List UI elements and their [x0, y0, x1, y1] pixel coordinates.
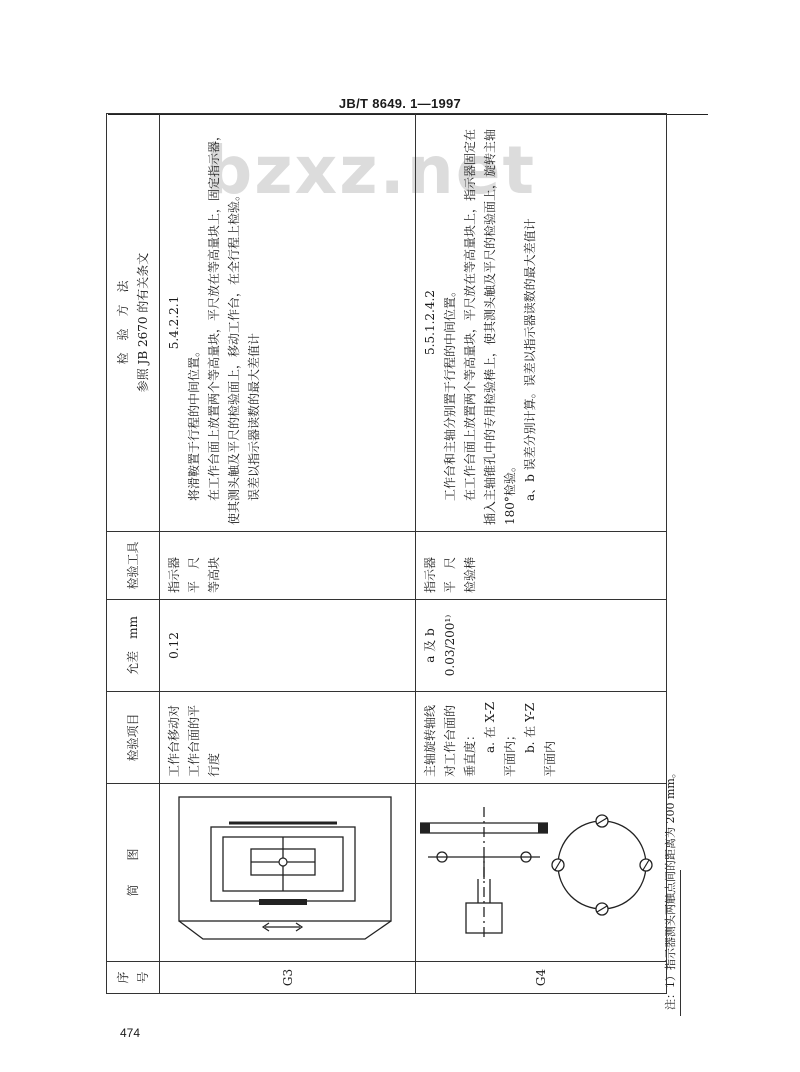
- standard-number: JB/T 8649. 1—1997: [338, 96, 462, 111]
- row-item: [416, 692, 667, 784]
- table-header-row: [107, 114, 160, 994]
- footnote: 注：1）指示器测头两触点间的距离为 200 mm。: [664, 767, 677, 1010]
- tool: 平 尺: [187, 556, 201, 593]
- header-seq: 序号: [107, 962, 160, 994]
- spec-table-rotated: [106, 114, 662, 994]
- method-line: 误差以指示器读数的最大差值计: [247, 332, 261, 501]
- method-line: a、b 误差分别计算。误差以指示器读数的最大差值计: [523, 218, 537, 501]
- diagram-g4: [418, 788, 658, 958]
- table-row-g4: [416, 114, 667, 994]
- header-item: 检验项目: [107, 692, 160, 784]
- method-clause: 5.4.2.2.1: [167, 295, 181, 350]
- row-tools: [416, 532, 667, 600]
- watermark: bzxz.net: [205, 132, 537, 209]
- header-method: [107, 114, 160, 532]
- spec-table: [106, 113, 667, 994]
- method-line: 将滑鞍置于行程的中间位置。: [187, 344, 201, 501]
- footnote-rule: [680, 870, 681, 1016]
- method-line: 在工作台面上放置两个等高量块，平尺放在等高量块上，指示器固定在插入主轴锥孔中的专用检验棒上，使其测头触及平尺的检验面上，旋转主轴 180°检验。: [463, 128, 517, 525]
- row-seq: G4: [416, 962, 667, 994]
- tolerance-line: a 及 b: [423, 628, 437, 663]
- row-item: 工作台移动对工作台面的平行度: [160, 692, 416, 784]
- diagram-g3: [165, 788, 405, 958]
- table-row-g3: [160, 114, 416, 994]
- tool: 指示器: [167, 556, 181, 593]
- figure-g4: [416, 784, 667, 962]
- header-tolerance: 允差 mm: [107, 600, 160, 692]
- tool: 检验棒: [463, 556, 477, 593]
- page-number: 474: [120, 1026, 141, 1040]
- header-method-sub: 参照 JB 2670 的有关条文: [136, 252, 150, 393]
- row-method: [160, 114, 416, 532]
- row-tolerance: [416, 600, 667, 692]
- tool: 等高块: [207, 556, 221, 593]
- tolerance-line: 0.03/200¹⁾: [443, 614, 457, 677]
- header-tools: 检验工具: [107, 532, 160, 600]
- item-line: 主轴旋转轴线对工作台面的垂直度：: [423, 704, 477, 777]
- figure-g3: [160, 784, 416, 962]
- method-clause: 5.5.1.2.4.2: [423, 290, 437, 355]
- method-line: 工作台和主轴分别置于行程的中间位置。: [443, 284, 457, 501]
- header-figure: 简 图: [107, 784, 160, 962]
- method-line: 在工作台面上放置两个等高量块，平尺放在等高量块上，固定指示器，使其测头触及平尺的检验面上，移动工作台，在全行程上检验。: [207, 128, 241, 525]
- item-line: a. 在 X-Z 平面内；: [483, 701, 517, 777]
- item-line: b. 在 Y-Z 平面内: [523, 702, 557, 777]
- row-method: [416, 114, 667, 532]
- header-method-title: 检 验 方 法: [116, 280, 130, 365]
- row-tolerance: 0.12: [160, 600, 416, 692]
- tool: 平 尺: [443, 556, 457, 593]
- row-tools: [160, 532, 416, 600]
- row-seq: G3: [160, 962, 416, 994]
- tool: 指示器: [423, 556, 437, 593]
